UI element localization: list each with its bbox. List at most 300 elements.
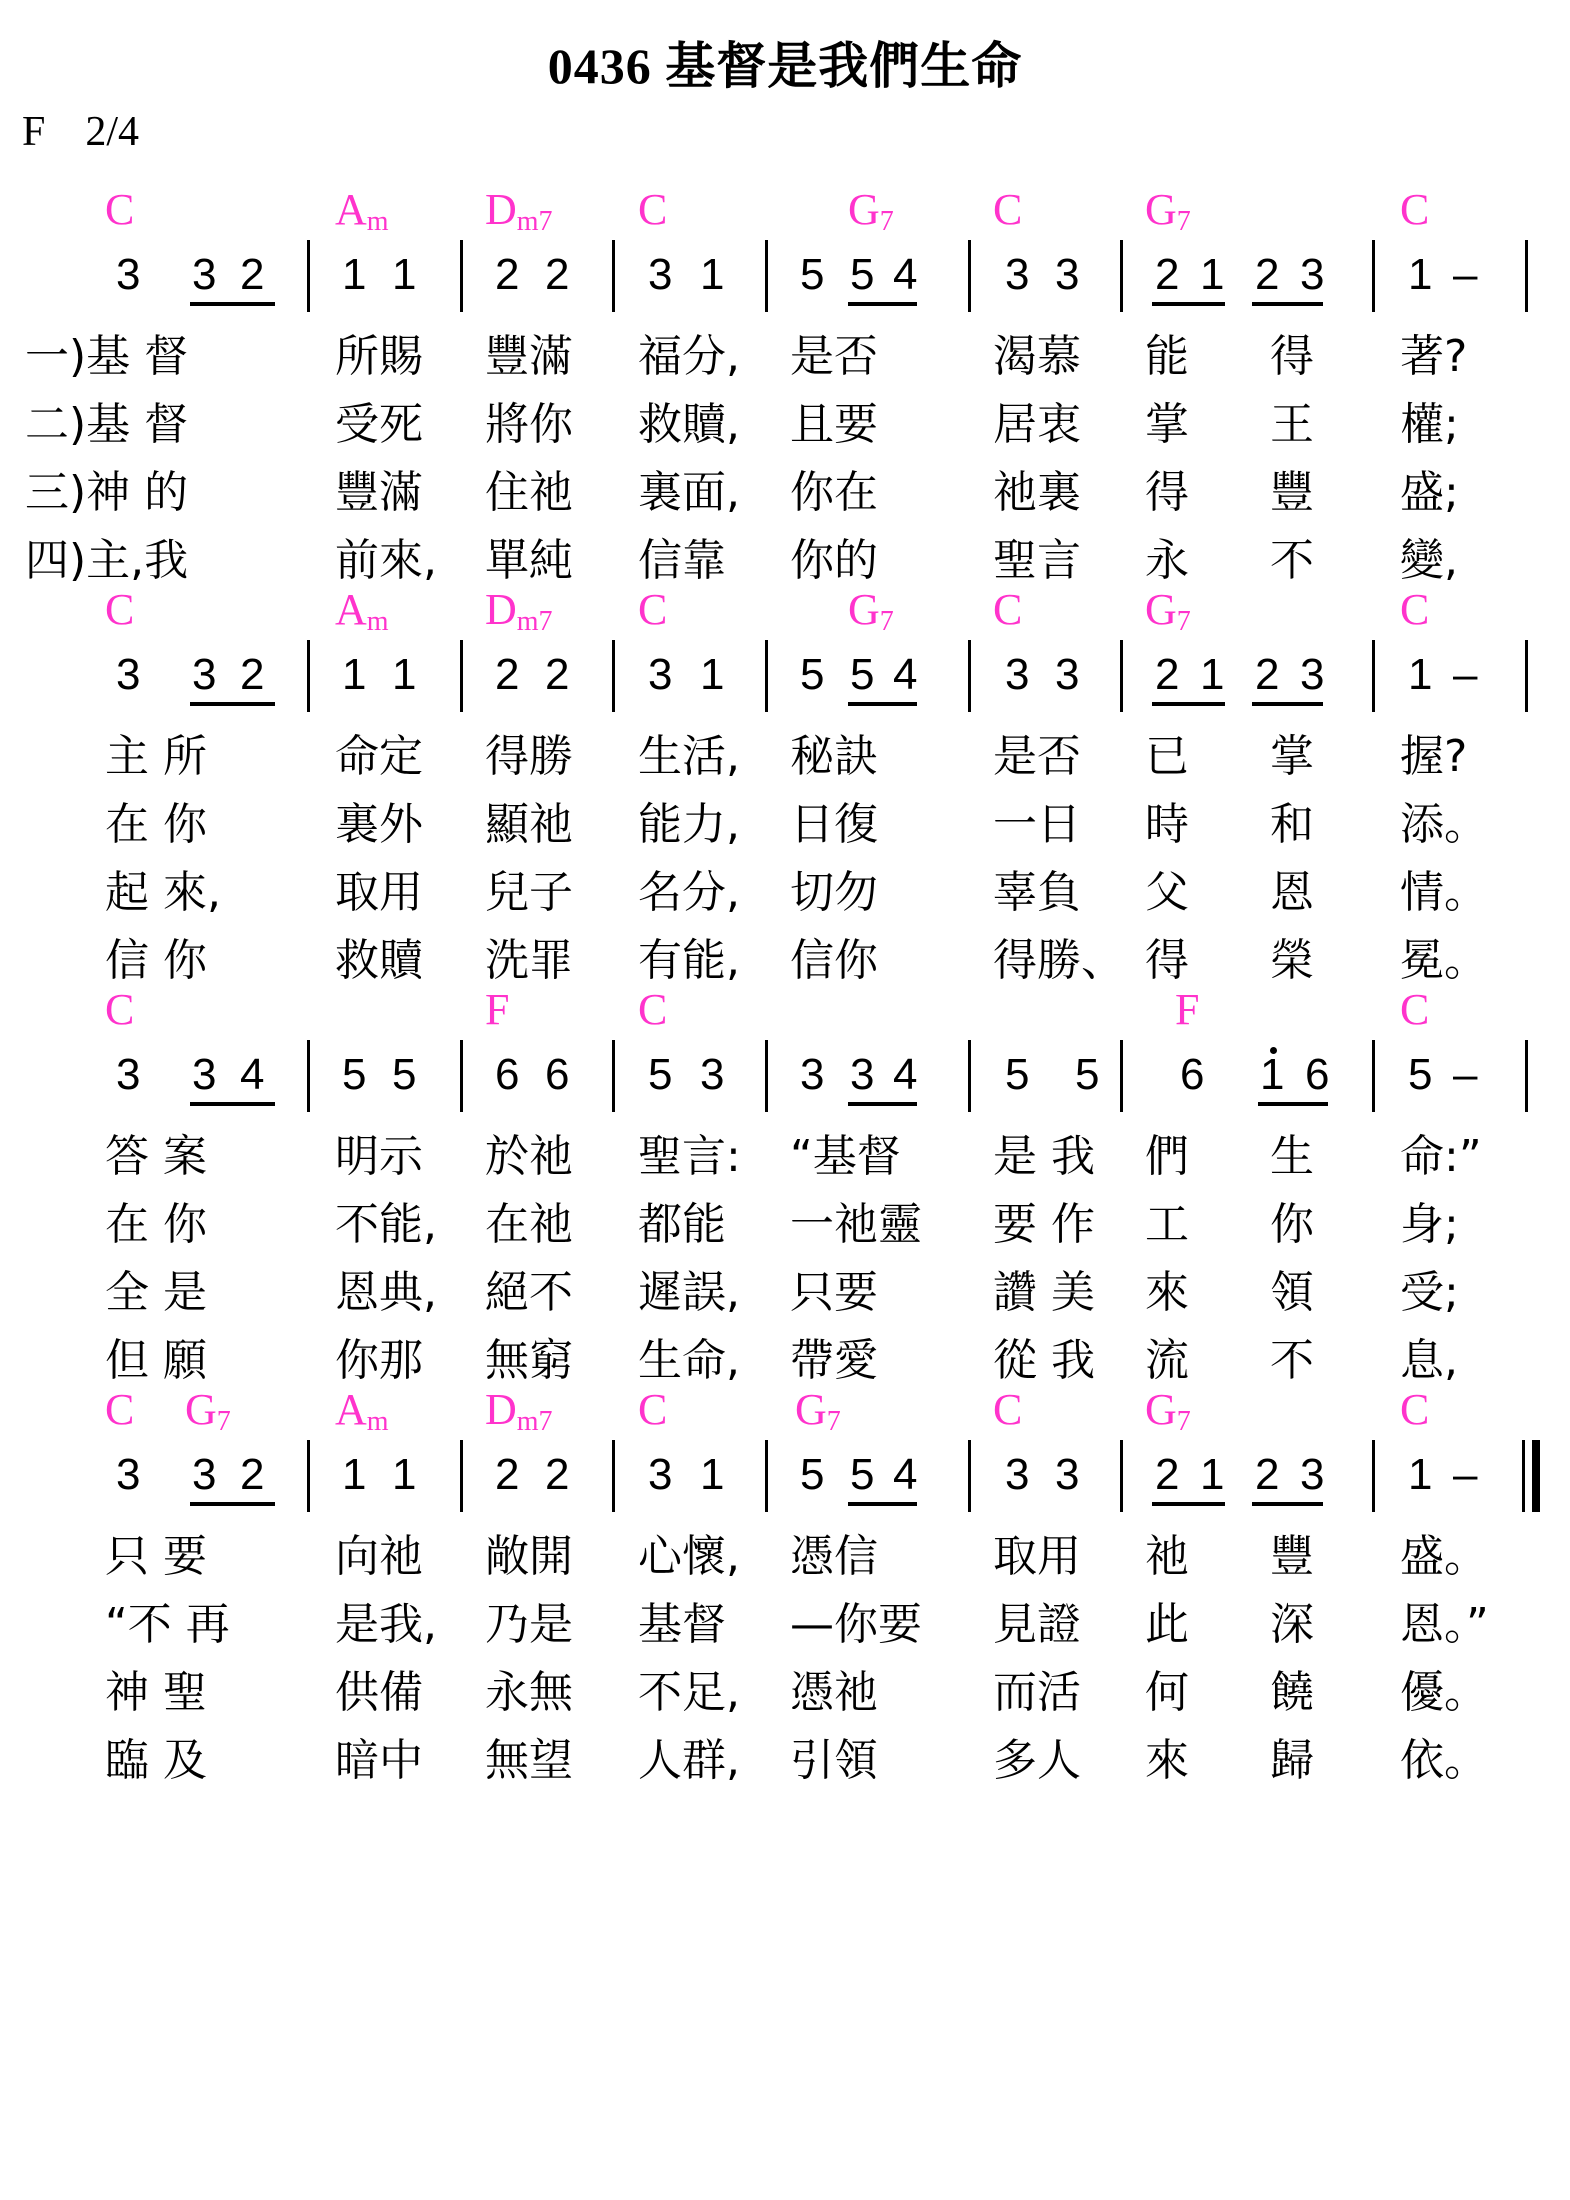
lyric-syllable: 生活,	[638, 731, 740, 782]
underline-beam	[190, 702, 275, 706]
note: 4	[893, 250, 918, 299]
note: 1	[1408, 650, 1433, 699]
underline-beam	[1152, 702, 1225, 706]
lyric-syllable: 福分,	[638, 331, 740, 382]
lyric-syllable: 三)神 的	[25, 467, 189, 518]
lyric-syllable: 向祂	[335, 1531, 423, 1582]
chord-symbol: C	[1400, 585, 1430, 634]
note: 1	[1408, 250, 1433, 299]
lyric-syllable: 祂	[1145, 1531, 1189, 1582]
lyric-syllable: 領	[1270, 1267, 1314, 1318]
lyric-syllable: 心懷,	[638, 1531, 740, 1582]
lyric-syllable: 永	[1145, 535, 1189, 586]
lyric-syllable: 冕。	[1400, 935, 1488, 986]
lyric-syllable: 息,	[1400, 1335, 1458, 1386]
chord-symbol: $G_7$	[795, 1385, 841, 1437]
underline-beam	[190, 302, 275, 306]
note: 3	[116, 650, 141, 699]
note: 3	[192, 250, 217, 299]
bar-line	[765, 1040, 768, 1112]
chord-symbol: C	[638, 185, 668, 234]
lyric-syllable: 辜負	[993, 867, 1081, 918]
lyric-syllable: 握?	[1400, 731, 1468, 782]
bar-line	[968, 1040, 971, 1112]
note: 3	[850, 1050, 875, 1099]
note: 1	[1200, 250, 1225, 299]
lyric-syllable: 供備	[335, 1667, 423, 1718]
lyric-syllable: 榮	[1270, 935, 1314, 986]
note: 2	[495, 250, 520, 299]
lyric-syllable: 救贖,	[638, 399, 740, 450]
chord-symbol: C	[638, 585, 668, 634]
lyric-syllable: “不 再	[105, 1599, 230, 1650]
chord-symbol: C	[105, 1385, 135, 1434]
chord-symbol: $G_7$	[1145, 585, 1191, 637]
bar-line	[1525, 240, 1528, 312]
lyric-syllable: 生命,	[638, 1335, 740, 1386]
note: 5	[850, 1450, 875, 1499]
lyric-syllable: 不足,	[638, 1667, 740, 1718]
bar-line	[1372, 240, 1375, 312]
lyric-syllable: 豐滿	[485, 331, 573, 382]
lyric-syllable: 洗罪	[485, 935, 573, 986]
lyric-syllable: 歸	[1270, 1735, 1314, 1786]
lyric-syllable: 祂裏	[993, 467, 1081, 518]
chord-symbol: C	[1400, 1385, 1430, 1434]
note: 3	[1055, 1450, 1080, 1499]
chord-symbol: C	[105, 585, 135, 634]
chord-symbol: $A_m$	[335, 1385, 389, 1437]
note: 2	[545, 250, 570, 299]
note: 3	[1300, 250, 1325, 299]
bar-line	[1120, 240, 1123, 312]
lyric-syllable: 來	[1145, 1267, 1189, 1318]
final-bar-line	[1532, 1440, 1540, 1512]
lyric-syllable: 取用	[335, 867, 423, 918]
lyric-syllable: 裏面,	[638, 467, 740, 518]
note: 2	[1255, 1450, 1280, 1499]
bar-line	[307, 1040, 310, 1112]
lyric-syllable: 是我,	[335, 1599, 437, 1650]
bar-line	[460, 240, 463, 312]
lyric-syllable: 受死	[335, 399, 423, 450]
underline-beam	[1152, 302, 1225, 306]
lyric-syllable: 此	[1145, 1599, 1189, 1650]
chord-symbol: $D_{m7}$	[485, 1385, 553, 1437]
lyric-syllable: 變,	[1400, 535, 1458, 586]
chord-symbol: $G_7$	[1145, 185, 1191, 237]
chord-symbol: $G_7$	[185, 1385, 231, 1437]
lyric-syllable: 何	[1145, 1667, 1189, 1718]
lyric-syllable: 時	[1145, 799, 1189, 850]
note: 5	[850, 650, 875, 699]
note: 3	[116, 1050, 141, 1099]
lyric-syllable: 憑祂	[790, 1667, 878, 1718]
underline-beam	[190, 1502, 275, 1506]
bar-line	[1372, 1440, 1375, 1512]
bar-line	[968, 240, 971, 312]
lyric-syllable: 只 要	[105, 1531, 207, 1582]
lyric-syllable: 讚 美	[993, 1267, 1095, 1318]
lyric-syllable: 盛;	[1400, 467, 1459, 518]
note: 3	[700, 1050, 725, 1099]
note: 3	[1055, 250, 1080, 299]
lyric-syllable: 恩典,	[335, 1267, 437, 1318]
lyric-syllable: 父	[1145, 867, 1189, 918]
note: 5	[800, 250, 825, 299]
bar-line	[460, 640, 463, 712]
chord-symbol: $G_7$	[1145, 1385, 1191, 1437]
chord-symbol: C	[105, 185, 135, 234]
lyric-syllable: 全 是	[105, 1267, 207, 1318]
chord-symbol: C	[638, 1385, 668, 1434]
note: 4	[893, 650, 918, 699]
lyric-syllable: 見證	[993, 1599, 1081, 1650]
note: 2	[240, 1450, 265, 1499]
note: 1	[342, 1450, 367, 1499]
lyric-syllable: 添。	[1400, 799, 1488, 850]
lyric-syllable: 臨 及	[105, 1735, 207, 1786]
note: 1	[700, 650, 725, 699]
lyric-syllable: 信你	[790, 935, 878, 986]
note: 2	[1255, 650, 1280, 699]
lyric-syllable: 信靠	[638, 535, 726, 586]
lyric-syllable: 不	[1270, 1335, 1314, 1386]
score-system	[0, 585, 1570, 985]
note: 3	[192, 650, 217, 699]
lyric-syllable: 豐	[1270, 467, 1314, 518]
lyric-syllable: 是 我	[993, 1131, 1095, 1182]
lyric-syllable: 二)基 督	[25, 399, 189, 450]
note: 1	[1200, 650, 1225, 699]
note: –	[1453, 650, 1478, 699]
lyric-syllable: 人群,	[638, 1735, 740, 1786]
lyric-syllable: 恩。”	[1400, 1599, 1489, 1650]
underline-beam	[1252, 1502, 1323, 1506]
lyric-syllable: 得勝	[485, 731, 573, 782]
lyric-syllable: 已	[1145, 731, 1189, 782]
lyric-syllable: 權;	[1400, 399, 1459, 450]
key-signature	[22, 108, 139, 156]
lyric-syllable: 王	[1270, 399, 1314, 450]
note: 3	[648, 1450, 673, 1499]
bar-line	[1120, 1440, 1123, 1512]
chord-symbol: C	[1400, 185, 1430, 234]
lyric-syllable: 主 所	[105, 731, 207, 782]
lyric-syllable: 豐滿	[335, 467, 423, 518]
bar-line	[460, 1440, 463, 1512]
bar-line	[307, 640, 310, 712]
score-system	[0, 985, 1570, 1385]
underline-beam	[1252, 702, 1323, 706]
lyric-syllable: 豐	[1270, 1531, 1314, 1582]
note: 6	[1305, 1050, 1330, 1099]
note: 3	[116, 250, 141, 299]
note: 3	[192, 1050, 217, 1099]
note: 2	[240, 650, 265, 699]
bar-line	[765, 1440, 768, 1512]
lyric-syllable: 切勿	[790, 867, 878, 918]
note: 3	[192, 1450, 217, 1499]
underline-beam	[1252, 302, 1323, 306]
bar-line	[1120, 640, 1123, 712]
lyric-syllable: 暗中	[335, 1735, 423, 1786]
lyric-syllable: 情。	[1400, 867, 1488, 918]
lyric-syllable: 從 我	[993, 1335, 1095, 1386]
lyric-syllable: 命:”	[1400, 1131, 1482, 1182]
lyric-syllable: 能力,	[638, 799, 740, 850]
lyric-syllable: 著?	[1400, 331, 1468, 382]
note: 3	[1005, 1450, 1030, 1499]
lyric-syllable: 不	[1270, 535, 1314, 586]
notation-line	[0, 240, 1570, 320]
lyric-syllable: 取用	[993, 1531, 1081, 1582]
note: 1	[1200, 1450, 1225, 1499]
bar-line	[460, 1040, 463, 1112]
notation-line	[0, 1440, 1570, 1520]
note: 3	[1055, 650, 1080, 699]
note: 1	[342, 650, 367, 699]
bar-line	[1120, 1040, 1123, 1112]
time-signature: 2/4	[85, 109, 140, 155]
underline-beam	[848, 702, 917, 706]
chord-symbol: $G_7$	[848, 185, 894, 237]
lyric-syllable: 掌	[1145, 399, 1189, 450]
chord-symbol: $G_7$	[848, 585, 894, 637]
note: 6	[1180, 1050, 1205, 1099]
chord-symbol: C	[993, 185, 1023, 234]
note: 4	[893, 1050, 918, 1099]
bar-line	[1525, 640, 1528, 712]
lyric-syllable: 得	[1145, 467, 1189, 518]
bar-line	[968, 640, 971, 712]
lyric-syllable: 絕不	[485, 1267, 573, 1318]
lyric-syllable: 一祂靈	[790, 1199, 922, 1250]
lyric-syllable: 敞開	[485, 1531, 573, 1582]
lyric-syllable: 四)主,我	[25, 535, 189, 586]
note: 5	[1005, 1050, 1030, 1099]
bar-line	[1372, 640, 1375, 712]
chord-symbol: $A_m$	[335, 585, 389, 637]
lyric-syllable: 於祂	[485, 1131, 573, 1182]
lyric-syllable: 要 作	[993, 1199, 1095, 1250]
lyric-syllable: 你	[1270, 1199, 1314, 1250]
lyric-syllable: 裏外	[335, 799, 423, 850]
lyric-syllable: 明示	[335, 1131, 423, 1182]
bar-line	[765, 640, 768, 712]
underline-beam	[848, 302, 917, 306]
note: 2	[240, 250, 265, 299]
lyric-syllable: 兒子	[485, 867, 573, 918]
key-label: F	[22, 109, 46, 155]
chord-symbol: $D_{m7}$	[485, 185, 553, 237]
note: 3	[648, 250, 673, 299]
lyric-syllable: 得勝、	[993, 935, 1125, 986]
note: 5	[1075, 1050, 1100, 1099]
lyric-syllable: 居衷	[993, 399, 1081, 450]
underline-beam	[1258, 1102, 1328, 1106]
chord-symbol: C	[105, 985, 135, 1034]
lyric-syllable: 引領	[790, 1735, 878, 1786]
note: 2	[495, 650, 520, 699]
note: 6	[545, 1050, 570, 1099]
lyric-syllable: 依。	[1400, 1735, 1488, 1786]
note: 3	[800, 1050, 825, 1099]
lyric-syllable: 在祂	[485, 1199, 573, 1250]
score-system	[0, 1385, 1570, 1785]
lyric-syllable: 神 聖	[105, 1667, 207, 1718]
lyric-syllable: 得	[1270, 331, 1314, 382]
lyric-syllable: 來	[1145, 1735, 1189, 1786]
lyric-syllable: 工	[1145, 1199, 1189, 1250]
note: 2	[1255, 250, 1280, 299]
notation-line	[0, 640, 1570, 720]
lyric-syllable: 在 你	[105, 799, 207, 850]
underline-beam	[1152, 1502, 1225, 1506]
chord-symbol: $D_{m7}$	[485, 585, 553, 637]
lyric-syllable: 生	[1270, 1131, 1314, 1182]
note: 4	[240, 1050, 265, 1099]
lyric-syllable: 且要	[790, 399, 878, 450]
bar-line	[1525, 1040, 1528, 1112]
lyric-syllable: 多人	[993, 1735, 1081, 1786]
lyric-syllable: 基督	[638, 1599, 726, 1650]
chord-symbol: F	[1175, 985, 1200, 1034]
lyric-syllable: 單純	[485, 535, 573, 586]
note: –	[1453, 250, 1478, 299]
chord-symbol: C	[993, 1385, 1023, 1434]
lyric-syllable: 你在	[790, 467, 878, 518]
lyric-syllable: 無窮	[485, 1335, 573, 1386]
lyric-syllable: 將你	[485, 399, 573, 450]
note: 1	[1260, 1050, 1285, 1099]
lyric-syllable: 命定	[335, 731, 423, 782]
note: 3	[1300, 650, 1325, 699]
note: 2	[545, 1450, 570, 1499]
note: 5	[800, 650, 825, 699]
lyric-syllable: 救贖	[335, 935, 423, 986]
note: 5	[342, 1050, 367, 1099]
lyric-syllable: 名分,	[638, 867, 740, 918]
lyric-syllable: 能	[1145, 331, 1189, 382]
lyric-syllable: 和	[1270, 799, 1314, 850]
note: 1	[700, 250, 725, 299]
lyric-syllable: 前來,	[335, 535, 437, 586]
lyric-syllable: 遲誤,	[638, 1267, 740, 1318]
lyric-syllable: 流	[1145, 1335, 1189, 1386]
bar-line	[1522, 1440, 1525, 1512]
lyric-syllable: 有能,	[638, 935, 740, 986]
note: 5	[1408, 1050, 1433, 1099]
lyric-syllable: 日復	[790, 799, 878, 850]
lyric-syllable: 恩	[1270, 867, 1314, 918]
lyric-syllable: 都能	[638, 1199, 726, 1250]
note: 1	[342, 250, 367, 299]
lyric-syllable: 深	[1270, 1599, 1314, 1650]
bar-line	[307, 1440, 310, 1512]
note: 2	[545, 650, 570, 699]
lyric-syllable: 盛。	[1400, 1531, 1488, 1582]
note: 1	[1408, 1450, 1433, 1499]
lyric-syllable: 顯祂	[485, 799, 573, 850]
note: 6	[495, 1050, 520, 1099]
lyric-syllable: 只要	[790, 1267, 878, 1318]
lyric-syllable: 渴慕	[993, 331, 1081, 382]
lyric-syllable: 在 你	[105, 1199, 207, 1250]
notation-line	[0, 1040, 1570, 1120]
lyric-syllable: 永無	[485, 1667, 573, 1718]
lyric-syllable: 掌	[1270, 731, 1314, 782]
lyric-syllable: 是否	[993, 731, 1081, 782]
lyric-syllable: 優。	[1400, 1667, 1488, 1718]
note: 1	[392, 650, 417, 699]
chord-symbol: C	[993, 585, 1023, 634]
lyric-syllable: 們	[1145, 1131, 1189, 1182]
lyric-syllable: 乃是	[485, 1599, 573, 1650]
bar-line	[612, 1440, 615, 1512]
chord-symbol: $A_m$	[335, 185, 389, 237]
lyric-syllable: 一)基 督	[25, 331, 189, 382]
bar-line	[612, 640, 615, 712]
lyric-syllable: 你那	[335, 1335, 423, 1386]
note: 1	[700, 1450, 725, 1499]
note: 5	[392, 1050, 417, 1099]
note: 2	[1155, 250, 1180, 299]
note: 1	[392, 1450, 417, 1499]
bar-line	[1372, 1040, 1375, 1112]
lyric-syllable: 饒	[1270, 1667, 1314, 1718]
note: 2	[1155, 1450, 1180, 1499]
note: 2	[495, 1450, 520, 1499]
lyric-syllable: 無望	[485, 1735, 573, 1786]
note: 1	[392, 250, 417, 299]
bar-line	[765, 240, 768, 312]
chord-symbol: C	[638, 985, 668, 1034]
note: –	[1453, 1450, 1478, 1499]
lyric-syllable: 答 案	[105, 1131, 207, 1182]
underline-beam	[848, 1102, 917, 1106]
chord-symbol: C	[1400, 985, 1430, 1034]
lyric-syllable: —你要	[790, 1599, 922, 1650]
bar-line	[612, 1040, 615, 1112]
lyric-syllable: “基督	[790, 1131, 901, 1182]
note: 3	[648, 650, 673, 699]
underline-beam	[190, 1102, 275, 1106]
lyric-syllable: 聖言:	[638, 1131, 741, 1182]
note: 4	[893, 1450, 918, 1499]
lyric-syllable: 但 願	[105, 1335, 207, 1386]
lyric-syllable: 是否	[790, 331, 878, 382]
lyric-syllable: 所賜	[335, 331, 423, 382]
lyric-syllable: 秘訣	[790, 731, 878, 782]
underline-beam	[848, 1502, 917, 1506]
bar-line	[612, 240, 615, 312]
note: 3	[116, 1450, 141, 1499]
lyric-syllable: 而活	[993, 1667, 1081, 1718]
note: 5	[850, 250, 875, 299]
bar-line	[307, 240, 310, 312]
bar-line	[968, 1440, 971, 1512]
chord-symbol: F	[485, 985, 510, 1034]
score-system	[0, 185, 1570, 585]
note: –	[1453, 1050, 1478, 1099]
lyric-syllable: 帶愛	[790, 1335, 878, 1386]
lyric-syllable: 你的	[790, 535, 878, 586]
lyric-syllable: 聖言	[993, 535, 1081, 586]
lyric-syllable: 住祂	[485, 467, 573, 518]
note: 3	[1005, 250, 1030, 299]
lyric-syllable: 起 來,	[105, 867, 221, 918]
